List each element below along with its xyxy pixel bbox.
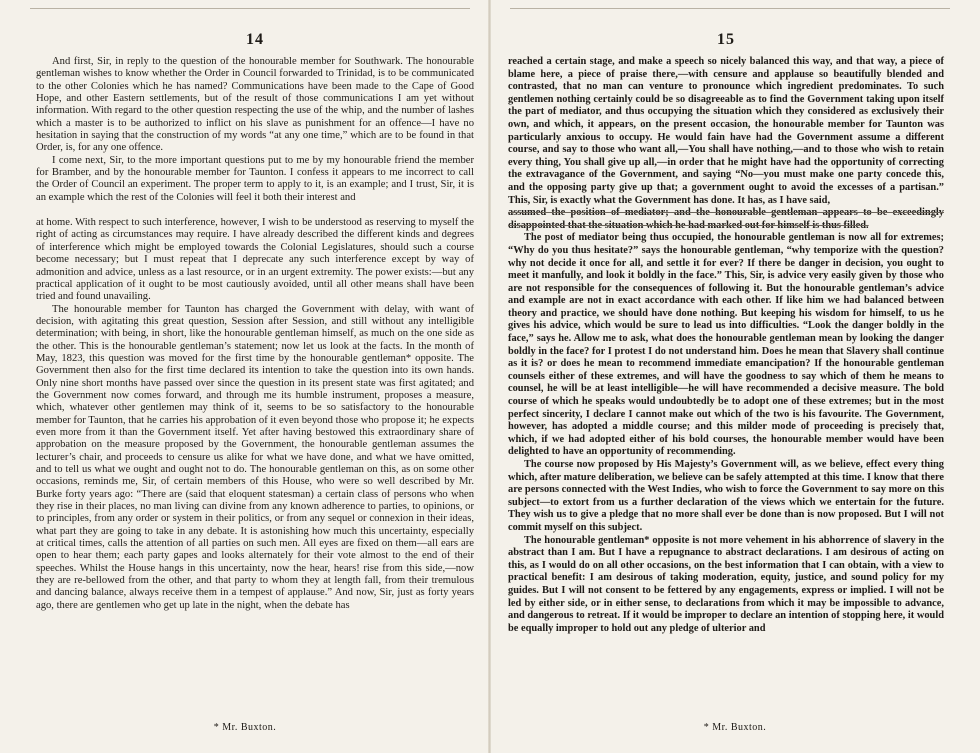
paragraph: I come next, Sir, to the more important questions put to me by my honourable friend the member for Bramber, and by the honourable member for Taunton. I confess it appears to me incorrect to call the Order of Council an experiment. The proper term to apply to it, is an example; and I trust, Sir, it is an example which the rest of the Colonies will feel it both their interest and: [36, 154, 474, 203]
footnote: * Mr. Buxton.: [703, 722, 767, 733]
footnote: * Mr. Buxton.: [213, 722, 277, 733]
paragraph: And first, Sir, in reply to the question of the honourable member for Southwark. The honourable gentleman wishes to know whether the Order in Council forwarded to Trinidad, is to be communicated to the other Colonies which he has named? Communications have been made to the Cape of Good Hope, and other Eastern settlements, but of the result of those communications I am yet without information. With regard to the other question respecting the use of the whip, and the number of lashes which a master is to be authorized to inflict on his slave as punishment for an offence—I have no hesitation in saying that the construction of my words “at any one time,” which are to be found in that Order, is, for any one offence.: [36, 56, 474, 154]
page-number: 14: [246, 31, 264, 48]
struck-text: assumed the position of mediator; and the honourable gentleman appears to be exceedingly disappointed that the situation which he had marked out for himself is thus filled.: [508, 207, 944, 231]
paragraph: at home. With respect to such interference, however, I wish to be understood as reserving to myself the right of acting as circumstances may require. I have already described the different kinds and degrees of interference which might be employed towards the Colonial Legislatures, should such a course become necessary; but I must repeat that I deprecate any such interference except by way of admonition and advice, unless as a last resource, or in an urgent extremity. The power exists:—but any practical application of it ought to be most cautiously avoided, until all other means shall have been tried and found unavailing.: [36, 217, 474, 303]
paragraph: [508, 207, 944, 232]
paragraph: The post of mediator being thus occupied, the honourable gentleman is now all for extremes; “Why do you thus hesitate?” says the honourable gentleman, “why temporize with the question? why not decide it once for all, and settle it for ever? If there be danger in decision, you ought to meet it manfully, and look it boldly in the face.” This, Sir, is advice very easily given by those who are not responsible for the consequences of following it. But the honourable gentleman’s advice and example are not in exact accordance with each other. If like him we had balanced between theory and practice, we should have done nothing. But keeping his wisdom for himself, to us he gives his advice, which would be sure to lead us into difficulties. “Look the danger boldly in the face,” says he. Allow me to ask, what does the honourable gentleman mean by looking the danger boldly in the face? for I protest I do not understand him. Does he mean that Slavery shall continue as it is? or does he mean to recommend immediate emancipation? If the honourable gentleman counsels either of these extremes, and will have the goodness to say which of them he means to counsel, he will be at least intelligible—he will have recommended a decisive measure. The bold course of which he speaks would undoubtedly be to adopt one of these extremes; but in the most perfect sincerity, I declare I cannot make out which of the two is his favourite. The Government, however, has adopted a middle course; and this milder mode of proceeding is precisely that, which, if we had adopted either of his bold courses, the honourable member would have been delighted to have an opportunity of recommending.: [508, 232, 944, 458]
paragraph: The course now proposed by His Majesty’s Government will, as we believe, effect every thing which, after mature deliberation, we believe can be safely attempted at this time. I know that there are persons connected with the West Indies, who wish to force the Government to say more on this subject—to extort from us a further declaration of the views which we entertain for the future. They wish us to give a pledge that no more shall ever be done than is now proposed. But I will not commit myself on this subject.: [508, 459, 944, 533]
page-body: [508, 56, 944, 635]
page-body: [36, 56, 474, 612]
right-page: [490, 0, 980, 753]
paragraph: The honourable gentleman* opposite is not more vehement in his abhorrence of slavery in the abstract than I am. But I have a repugnance to abstract declarations. I am desirous of acting on this, as I would do on all other occasions, on the best information that I can obtain, with a view to practical benefit: I am desirous of taking moderation, equity, justice, and sound policy for my guides. But I will not consent to be fettered by any engagements, express or implied. I will not be led by either side, or in either sense, to declarations from which it may be impossible to advance, and dangerous to retreat. If it would be improper to declare an intention of stopping here, it would be equally improper to hold out any pledge of ulterior and: [508, 534, 944, 634]
paragraph: reached a certain stage, and make a speech so nicely balanced this way, and that way, a piece of blame here, a piece of praise there,—with censure and applause so beautifully blended and contrasted, that no man can venture to pronounce which ingredient predominates. To such gentlemen nothing certainly could be so disagreeable as to find the Government taking upon itself the part of mediator, and thus occupying the situation which they considered as exclusively their own, and which, it appears, on the present occasion, the honourable member for Taunton was particularly anxious to occupy. He would fain have had the Government assume a different course, and say to those who want all,—You shall have nothing,—and to those who wish to retain every thing, You shall give up all,—in order that he might have had the opportunity of correcting the extravagance of the Government, and saying “No—you must make one party concede this, and the opposing party give up that; a government ought to avoid the excesses of a partisan.” This, Sir, is exactly what the Government has done. It has, as I have said,: [508, 56, 944, 206]
paragraph: The honourable member for Taunton has charged the Government with delay, with want of decision, with agitating this great question, Session after Session, and still without any intelligible determination; with being, in short, like the honourable gentleman himself, as much on the one side as the other. This is the honourable gentleman’s statement; now let us look at the facts. In the month of May, 1823, this question was moved for the first time by the honourable gentleman* opposite. The Government then also for the first time declared its intention to take the question into its own hands. Only nine short months have passed over since the question in its present state was first agitated; and the Government now comes forward, and through me its humble instrument, proposes a measure, which, whatever other gentlemen may think of it, seems to be so satisfactory to the honourable member for Taunton, that he carries his approbation of it even beyond those who propose it; he expects even more from it than the Government itself. Yet after having bestowed this extraordinary share of approbation on the measure proposed by the Government, the honourable gentleman assumes the lecturer’s chair, and proceeds to censure us alike for what we have done, and what we have omitted, and to tell us what we ought and ought not to do. The honourable gentleman on this, as on some other occasions, reminds me, Sir, of certain members of this House, who were so well described by Mr. Burke forty years ago: “There are (said that eloquent statesman) a certain class of persons who when they rise in their places, no man living can divine from any known adherence to parties, to opinions, or to principles, from any order or system in their politics, or from any sequel or connexion in their ideas, what part they are going to take in any debate. It is astonishing how much this uncertainty, especially at critical times, calls the attention of all parties on such men. All eyes are fixed on them—all ears are open to hear them; each party gapes and looks alternately for their vote almost to the end of their speeches. Whilst the House hangs in this uncertainty, now the hear, hears! rise from this side,—now they are re-bellowed from the other, and that party to whom they at length fall, from their tremulous and dancing balance, always receive them in a tempest of applause.” And now, Sir, just as forty years ago, there are gentlemen who get up late in the night, when the debate has: [36, 303, 474, 611]
page-number: 15: [717, 31, 735, 48]
